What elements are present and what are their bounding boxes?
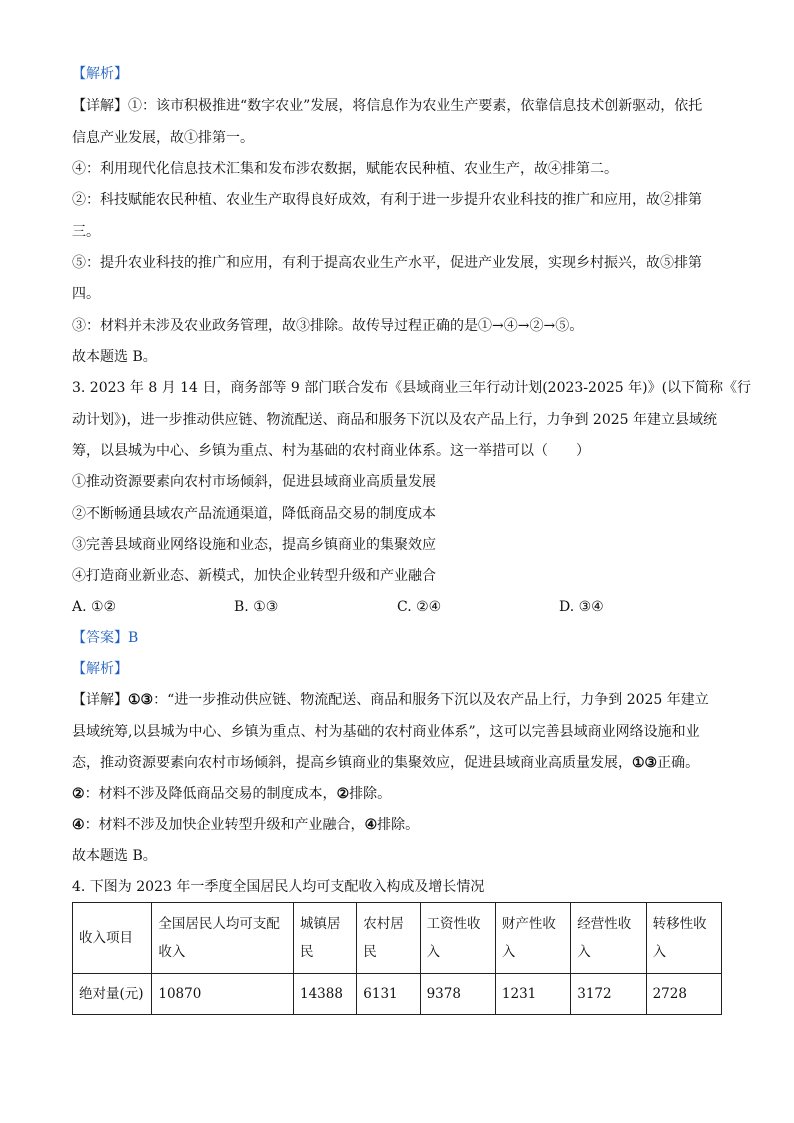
- conclusion-2: 故本题选 B。: [72, 848, 157, 864]
- income-table: [72, 902, 722, 1015]
- detail-l3-text: 态，推动资源要素向农村市场倾斜，提高乡镇商业的集聚效应，促进县域商业高质量发展，: [72, 755, 632, 771]
- point-5-line-1: ⑤：提升农业科技的推广和应用，有利于提高农业生产水平，促进产业发展，实现乡村振兴，故⑤排第: [72, 255, 702, 271]
- value-cell: 10870: [152, 974, 294, 1015]
- header-cell: 收入项目: [73, 903, 152, 974]
- value-cell: 6131: [357, 974, 420, 1015]
- point-3: ③：材料并未涉及农业政务管理，故③排除。故传导过程正确的是①→④→②→⑤。: [72, 318, 584, 334]
- choice-b: B. ①③: [234, 599, 279, 615]
- q3-stem-line-3: 筹，以县城为中心、乡镇为重点、村为基础的农村商业体系。这一举措可以（ ）: [72, 443, 590, 459]
- point-2-line-2: 三。: [72, 224, 100, 240]
- value-cell: 1231: [495, 974, 570, 1015]
- header-cell: 全国居民人均可支配收入: [152, 903, 294, 974]
- q3-option-3: ③完善县域商业网络设施和业态，提高乡镇商业的集聚效应: [72, 537, 436, 553]
- detail-marks: ①③: [128, 692, 154, 708]
- q3-point-2: [72, 784, 391, 804]
- detail-prefix: 【详解】: [72, 692, 128, 708]
- p4-mark: ④: [72, 817, 85, 833]
- table-row: [73, 974, 722, 1015]
- point-5-line-2: 四。: [72, 286, 100, 302]
- header-cell: 转移性收入: [646, 903, 721, 974]
- p2-mark: ②: [72, 786, 85, 802]
- p4-end: 排除。: [377, 817, 420, 833]
- value-cell: 2728: [646, 974, 721, 1015]
- value-cell: 14388: [294, 974, 357, 1015]
- analysis-label: 【解析】: [72, 66, 128, 82]
- header-cell: 城镇居民: [294, 903, 357, 974]
- p4-mark-2: ④: [364, 817, 378, 833]
- choice-c: C. ②④: [397, 599, 442, 615]
- header-cell: 经营性收入: [571, 903, 646, 974]
- p2-end: 排除。: [349, 786, 392, 802]
- detail-line-1: 【详解】①：该市积极推进“数字农业”发展，将信息作为农业生产要素，依靠信息技术创新驱动，依托: [72, 98, 703, 114]
- detail-line-2: 信息产业发展，故①排第一。: [72, 130, 254, 146]
- header-cell: 财产性收入: [495, 903, 570, 974]
- choice-a: A. ①②: [72, 599, 117, 615]
- q3-option-2: ②不断畅通县域农产品流通渠道，降低商品交易的制度成本: [72, 506, 436, 522]
- point-2-line-1: ②：科技赋能农民种植、农业生产取得良好成效，有利于进一步提升农业科技的推广和应用，故②排第: [72, 192, 702, 208]
- q3-point-4: [72, 815, 419, 835]
- conclusion-1: 故本题选 B。: [72, 349, 157, 365]
- q3-option-4: ④打造商业新业态、新模式，加快企业转型升级和产业融合: [72, 568, 436, 584]
- detail-l3-end: 正确。: [657, 755, 700, 771]
- q3-option-1: ①推动资源要素向农村市场倾斜，促进县域商业高质量发展: [72, 474, 436, 490]
- choice-d: D. ③④: [559, 599, 604, 615]
- table-header-row: [73, 903, 722, 974]
- q3-answer: 【答案】B: [72, 630, 139, 646]
- p4-mid: ：材料不涉及加快企业转型升级和产业融合，: [84, 817, 365, 833]
- row-label-cell: 绝对量(元): [73, 974, 152, 1015]
- value-cell: 9378: [420, 974, 495, 1015]
- p2-mark-2: ②: [336, 786, 350, 802]
- q3-analysis-label: 【解析】: [72, 661, 128, 677]
- value-cell: 3172: [571, 974, 646, 1015]
- p2-mid: ：材料不涉及降低商品交易的制度成本，: [84, 786, 337, 802]
- header-cell: 工资性收入: [420, 903, 495, 974]
- header-cell: 农村居民: [357, 903, 420, 974]
- q3-detail-line-2: 县域统筹,以县城为中心、乡镇为重点、村为基础的农村商业体系”，这可以完善县域商业网络设施和业: [72, 724, 700, 740]
- q3-detail-line-3: [72, 753, 699, 773]
- detail-l3-marks: ①③: [632, 755, 658, 771]
- q3-stem-line-2: 动计划》)，进一步推动供应链、物流配送、商品和服务下沉以及农产品上行，力争到 2025 年建立县域统: [72, 412, 717, 428]
- q4-stem: 4. 下图为 2023 年一季度全国居民人均可支配收入构成及增长情况: [72, 879, 485, 895]
- point-4: ④：利用现代化信息技术汇集和发布涉农数据，赋能农民种植、农业生产，故④排第二。: [72, 161, 618, 177]
- q3-stem-line-1: 3. 2023 年 8 月 14 日，商务部等 9 部门联合发布《县域商业三年行动计划(2023-2025 年)》(以下简称《行: [72, 380, 752, 396]
- q3-detail-line-1: [72, 690, 709, 710]
- detail-l1-rest: ：“进一步推动供应链、物流配送、商品和服务下沉以及农产品上行，力争到 2025 年建立: [153, 692, 709, 708]
